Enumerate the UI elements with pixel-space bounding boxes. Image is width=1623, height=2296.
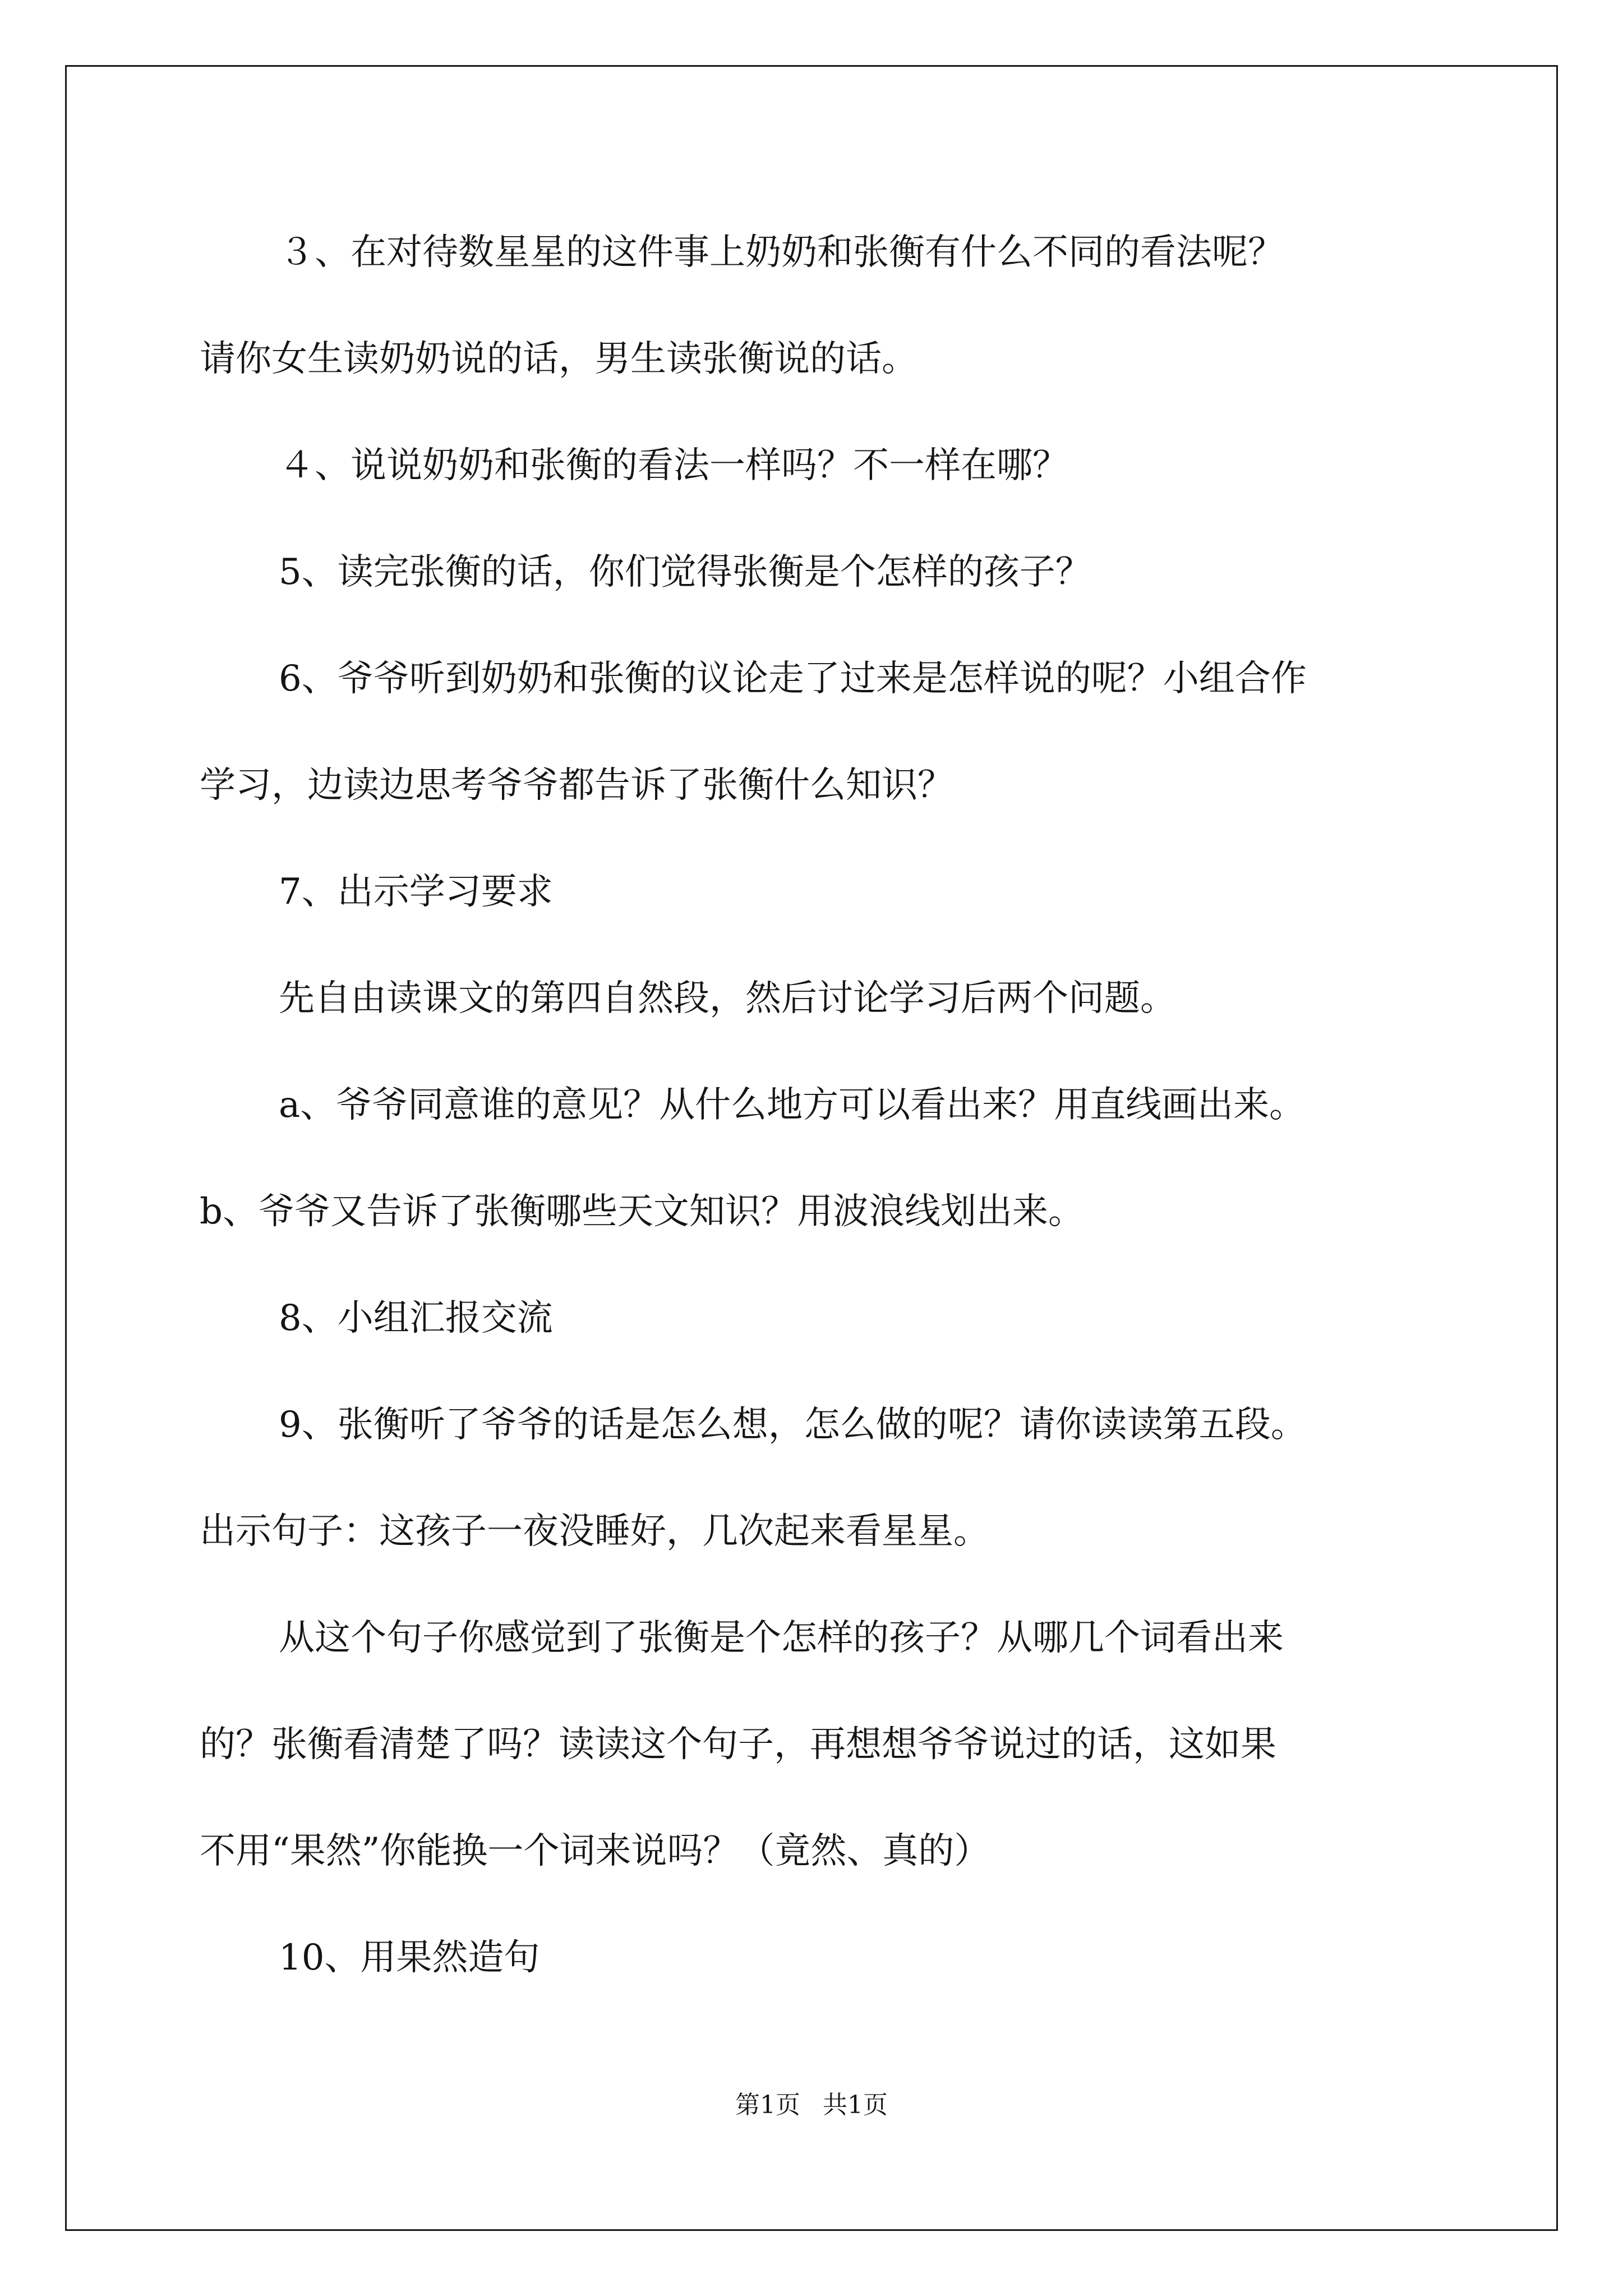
paragraph-line: 6、爷爷听到奶奶和张衡的议论走了过来是怎样说的呢？小组合作 — [279, 658, 1307, 700]
page-footer — [0, 2090, 1623, 2121]
paragraph-line: 8、小组汇报交流 — [279, 1297, 553, 1339]
page-number-current: 第1页 — [735, 2091, 800, 2119]
paragraph-line: 5、读完张衡的话，你们觉得张衡是个怎样的孩子？ — [279, 551, 1091, 593]
paragraph-line: 10、用果然造句 — [279, 1937, 540, 1978]
paragraph-line: ３、在对待数星星的这件事上奶奶和张衡有什么不同的看法呢？ — [279, 232, 1284, 273]
page-border — [65, 65, 1558, 2231]
paragraph-line: b、爷爷又告诉了张衡哪些天文知识？用波浪线划出来。 — [200, 1191, 1084, 1232]
paragraph-line: 的？张衡看清楚了吗？读读这个句子，再想想爷爷说过的话，这如果 — [200, 1724, 1276, 1765]
paragraph-line: 请你女生读奶奶说的话，男生读张衡说的话。 — [200, 338, 917, 380]
paragraph-line: a、爷爷同意谁的意见？从什么地方可以看出来？用直线画出来。 — [279, 1084, 1306, 1126]
page-number-total: 共1页 — [823, 2091, 888, 2119]
paragraph-line: 出示句子：这孩子一夜没睡好，几次起来看星星。 — [200, 1511, 989, 1552]
paragraph-line: 从这个句子你感觉到了张衡是个怎样的孩子？从哪几个词看出来 — [279, 1617, 1284, 1659]
paragraph-line: 先自由读课文的第四自然段，然后讨论学习后两个问题。 — [279, 978, 1176, 1019]
paragraph-line: 学习，边读边思考爷爷都告诉了张衡什么知识？ — [200, 765, 953, 806]
paragraph-line: ４、说说奶奶和张衡的看法一样吗？不一样在哪？ — [279, 445, 1068, 486]
paragraph-line: 9、张衡听了爷爷的话是怎么想，怎么做的呢？请你读读第五段。 — [279, 1404, 1307, 1446]
paragraph-line: 7、出示学习要求 — [279, 871, 553, 913]
paragraph-line: 不用“果然”你能换一个词来说吗？（竟然、真的） — [200, 1830, 990, 1872]
